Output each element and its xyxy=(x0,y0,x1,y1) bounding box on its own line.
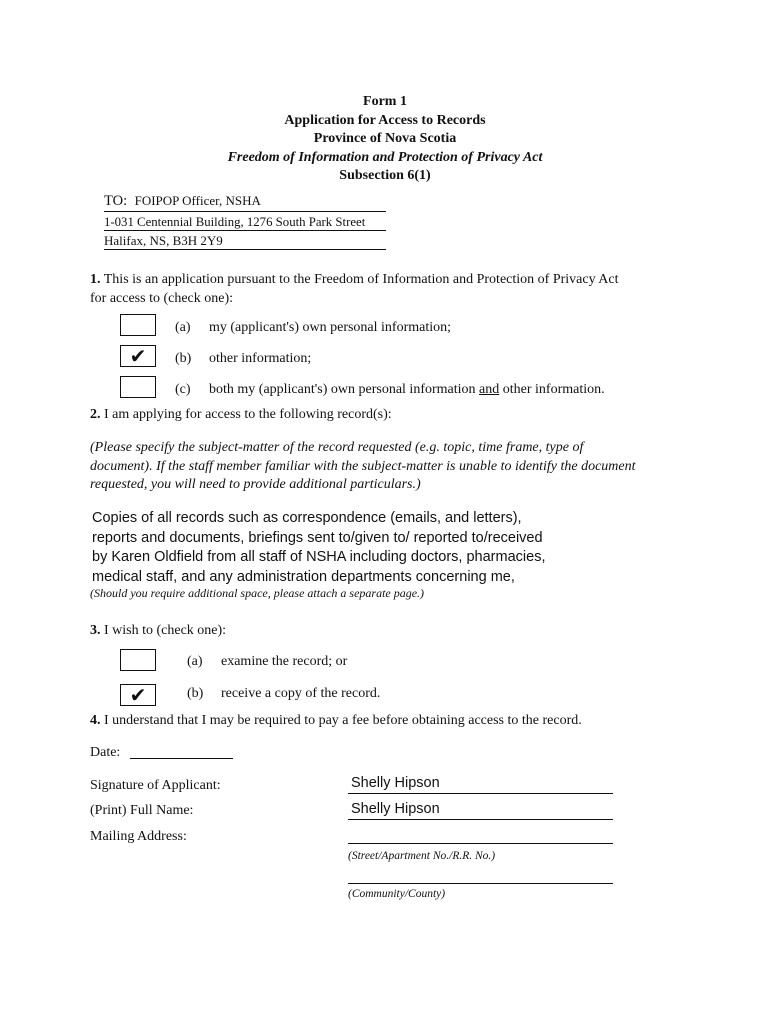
question-2 xyxy=(90,407,392,423)
question-2-number: 2. xyxy=(90,407,101,422)
recipient-address1: 1-031 Centennial Building, 1276 South Park Street xyxy=(104,212,386,231)
street-input[interactable] xyxy=(348,827,613,844)
province-name: Province of Nova Scotia xyxy=(313,131,457,146)
question-3 xyxy=(90,623,226,639)
option-q1-c-letter: (c) xyxy=(175,382,191,397)
question-2-instructions: (Please specify the subject-matter of the record requested (e.g. topic, time frame, type of document). If the staff member familiar with the subject-matter is unable to identify the document requested, you will need to provide additional particulars.) xyxy=(90,440,636,492)
act-name: Freedom of Information and Protection of Privacy Act xyxy=(227,149,543,165)
form-header xyxy=(0,93,770,186)
option-q1-a-letter: (a) xyxy=(175,320,191,335)
question-1-text: This is an application pursuant to the Freedom of Information and Protection of Privacy Act xyxy=(103,272,619,287)
checkbox-q3-a[interactable] xyxy=(120,649,156,671)
option-q1-b-letter: (b) xyxy=(175,351,192,366)
form-number: Form 1 xyxy=(363,94,407,109)
recipient-officer-line xyxy=(104,193,386,212)
fullname-label: (Print) Full Name: xyxy=(90,803,194,818)
question-1 xyxy=(90,271,710,308)
signature-input[interactable]: Shelly Hipson xyxy=(348,775,613,794)
question-2-text: I am applying for access to the following record(s): xyxy=(104,407,392,422)
checkbox-q1-a[interactable] xyxy=(120,314,156,336)
community-hint: (Community/County) xyxy=(348,888,446,900)
recipient-address2: Halifax, NS, B3H 2Y9 xyxy=(104,231,386,250)
additional-space-note: (Should you require additional space, please attach a separate page.) xyxy=(90,586,425,600)
recipient-block xyxy=(104,193,386,250)
checkbox-q1-c[interactable] xyxy=(120,376,156,398)
fullname-input[interactable]: Shelly Hipson xyxy=(348,801,613,820)
question-1-number: 1. xyxy=(90,272,101,287)
option-q3-a-label: examine the record; or xyxy=(221,654,348,669)
records-request-textarea[interactable]: Copies of all records such as correspondence (emails, and letters), reports and documents, briefings sent to/given to/ reported to/received by Karen Oldfield from all staff of NSHA including doctors, pharmacies, medical staff, and any administration departments concerning me, xyxy=(92,510,546,585)
checkbox-q3-b[interactable]: ✔ xyxy=(120,684,156,706)
question-4 xyxy=(90,713,582,729)
form-title: Application for Access to Records xyxy=(284,112,486,128)
date-input[interactable] xyxy=(130,743,233,759)
question-1-text-line2: for access to (check one): xyxy=(90,290,234,306)
option-q1-c-label: both my (applicant's) own personal information and other information. xyxy=(209,382,605,397)
street-hint: (Street/Apartment No./R.R. No.) xyxy=(348,850,496,862)
question-3-number: 3. xyxy=(90,623,101,638)
question-4-number: 4. xyxy=(90,713,101,728)
recipient-officer: FOIPOP Officer, NSHA xyxy=(134,193,261,208)
option-q3-b-letter: (b) xyxy=(187,686,204,701)
option-q3-a-letter: (a) xyxy=(187,654,203,669)
option-q1-a-label: my (applicant's) own personal information; xyxy=(209,320,452,335)
date-label: Date: xyxy=(90,745,121,760)
to-label: TO: xyxy=(104,193,128,209)
mailing-address-label: Mailing Address: xyxy=(90,829,187,844)
question-3-text: I wish to (check one): xyxy=(104,623,227,638)
community-input[interactable] xyxy=(348,867,613,884)
question-4-text: I understand that I may be required to pay a fee before obtaining access to the record. xyxy=(104,713,582,728)
option-q3-b-label: receive a copy of the record. xyxy=(221,686,381,701)
subsection: Subsection 6(1) xyxy=(339,168,431,183)
checkbox-q1-b[interactable]: ✔ xyxy=(120,345,156,367)
option-q1-b-label: other information; xyxy=(209,351,312,366)
signature-label: Signature of Applicant: xyxy=(90,778,221,793)
